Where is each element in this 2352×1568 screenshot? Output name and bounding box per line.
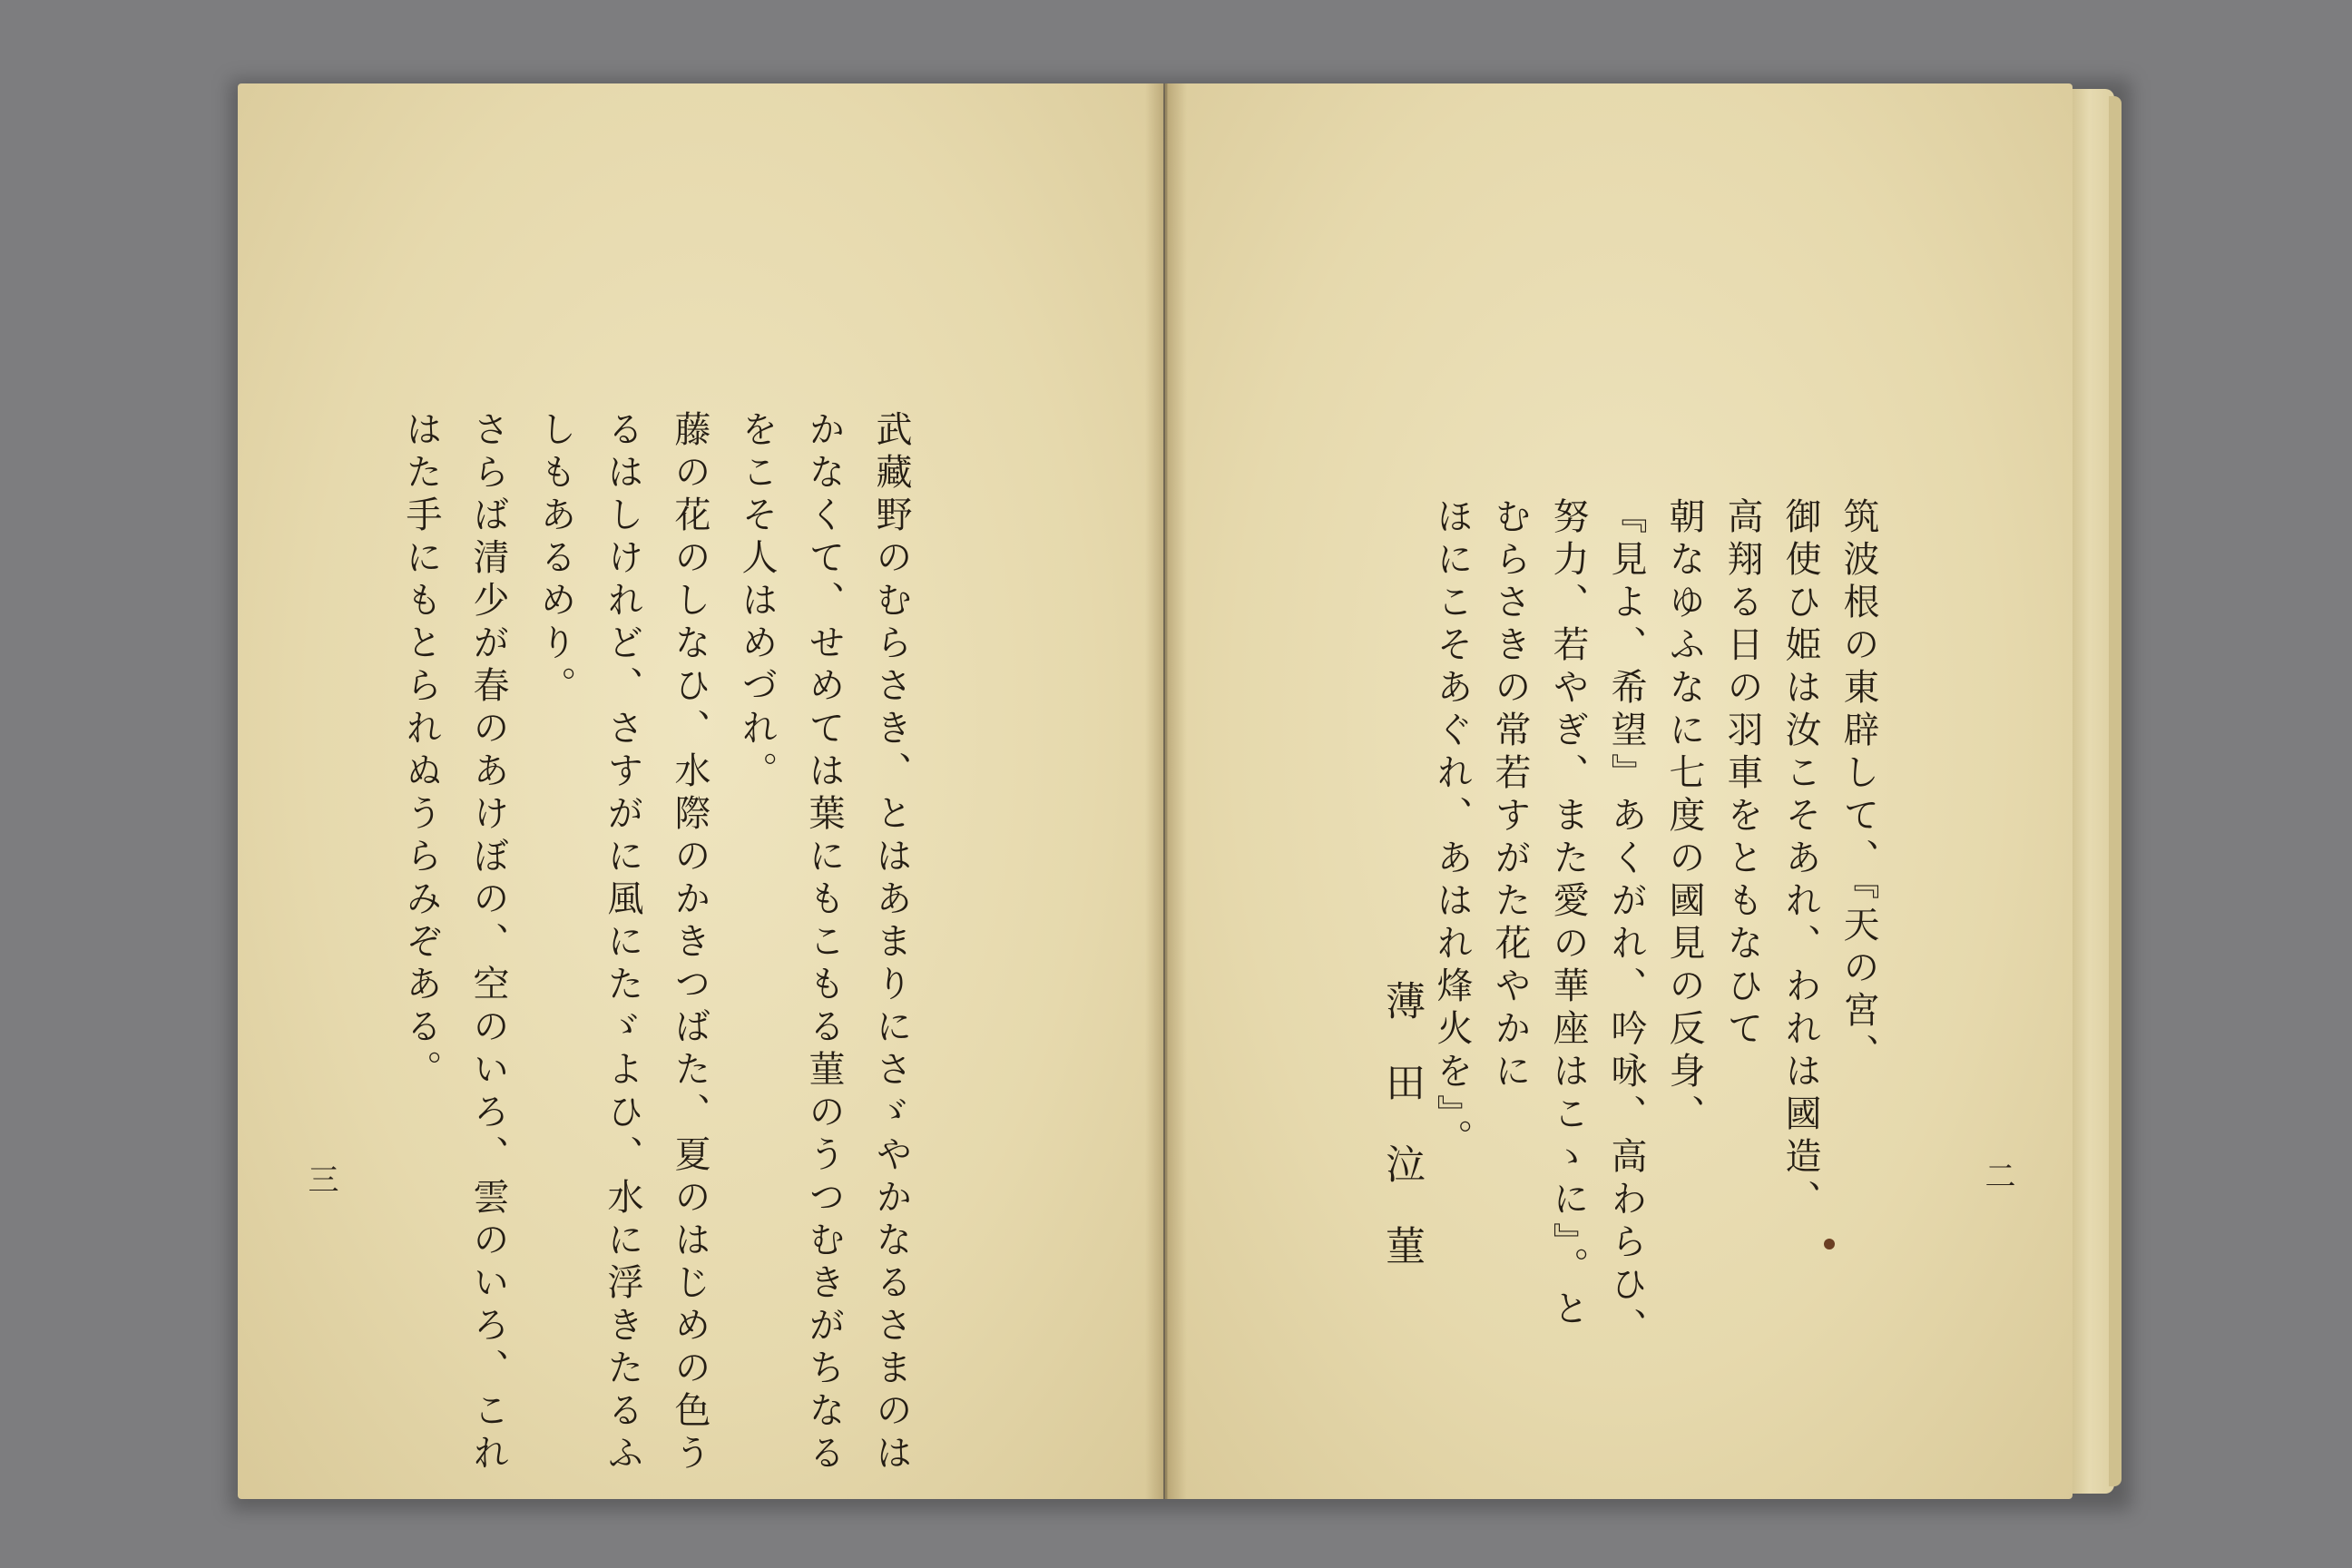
left-line-6: しもあるめり。: [534, 410, 576, 709]
right-line-8: ほにこそあぐれ、あはれ烽火を』。: [1431, 497, 1473, 1161]
right-line-2: 御使ひ姫は汝こそあれ、われは國造、: [1779, 497, 1821, 1222]
left-line-1: 武藏野のむらさき、とはあまりにさゞやかなるさまのは: [870, 410, 912, 1476]
left-page-number: 三: [302, 1163, 338, 1194]
left-line-3: をこそ人はめづれ。: [736, 410, 778, 794]
right-line-6: 努力、若やぎ、また愛の華座はこゝに』。と: [1547, 497, 1589, 1332]
left-line-2: かなくて、せめては葉にもこもる菫のうつむきがちなる: [803, 410, 845, 1476]
left-line-8: はた手にもとられぬうらみぞある。: [400, 410, 442, 1093]
right-page-number: 二: [1979, 1160, 2015, 1191]
ink-stain: [1824, 1239, 1835, 1250]
right-line-7: むらさきの常若すがた花やかに: [1489, 497, 1531, 1094]
left-line-7: さらば清少が春のあけぼの、空のいろ、雲のいろ、これ: [467, 410, 509, 1476]
left-line-5: るはしけれど、さすがに風にたゞよひ、水に浮きたるふ: [602, 410, 643, 1476]
book-gutter: [1145, 83, 1187, 1499]
right-line-5: 『見よ、希望』あくがれ、吟咏、高わらひ、: [1605, 497, 1647, 1350]
right-line-4: 朝なゆふなに七度の國見の反身、: [1663, 497, 1705, 1137]
page-edge-back: [2109, 96, 2122, 1486]
left-line-4: 藤の花のしなひ、水際のかきつばた、夏のはじめの色う: [669, 410, 710, 1476]
right-line-1: 筑波根の東辟して、『天の宮、: [1838, 497, 1879, 1076]
author-name: 薄田泣菫: [1378, 980, 1425, 1307]
right-line-3: 高翔る日の羽車をともなひて: [1721, 497, 1763, 1052]
